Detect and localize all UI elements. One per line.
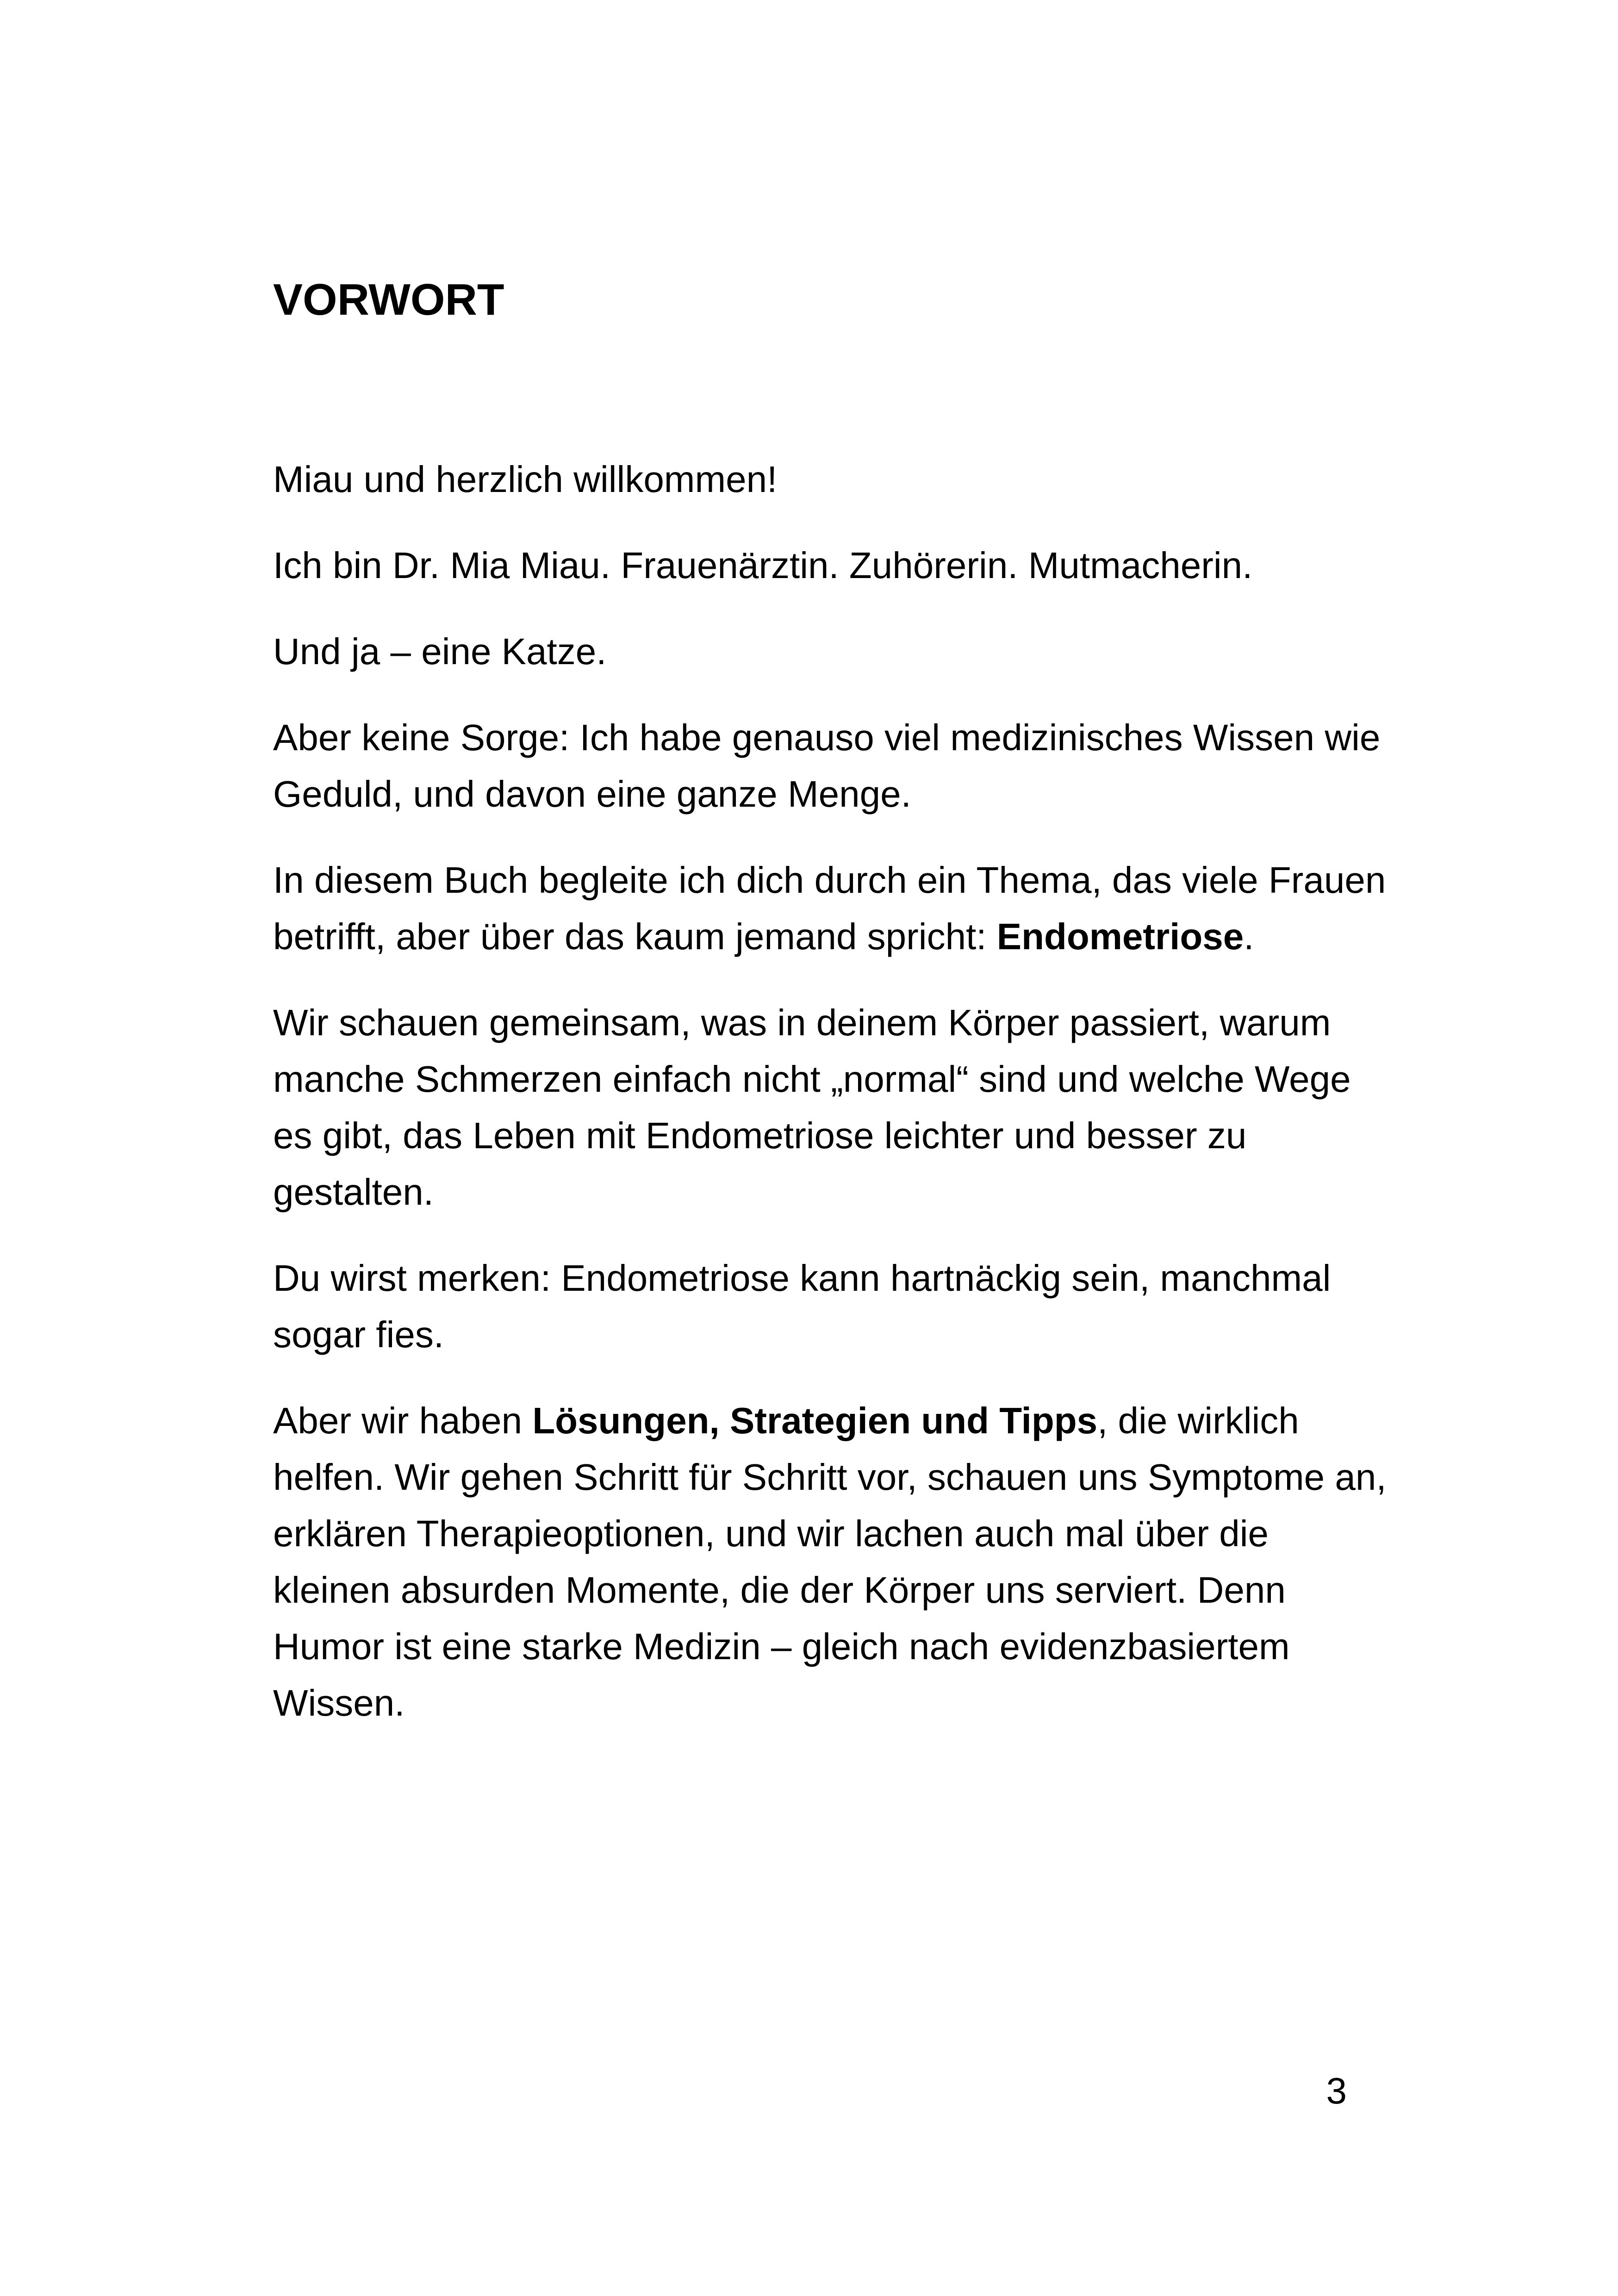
paragraph-solutions: [273, 1393, 1393, 1731]
solutions-keyword: Lösungen, Strategien und Tipps: [532, 1400, 1098, 1441]
paragraph-body-explanation: Wir schauen gemeinsam, was in deinem Körper passiert, warum manche Schmerzen einfach nicht „normal“ sind und welche Wege es gibt, das Leben mit Endometriose leichter und besser zu gestalten.: [273, 1002, 1351, 1213]
paragraph-solutions-end: , die wirklich helfen. Wir gehen Schritt für Schritt vor, schauen uns Symptome an, erklären Therapieoptionen, und wir lachen auch mal über die kleinen absurden Momente, die der Körper uns serviert. Denn Humor ist eine starke Medizin – gleich nach evidenzbasiertem Wissen.: [273, 1400, 1387, 1724]
page-number: 3: [1326, 2070, 1347, 2111]
paragraph-solutions-start: Aber wir haben: [273, 1400, 533, 1441]
topic-keyword: Endometriose: [996, 916, 1244, 957]
paragraph-knowledge: Aber keine Sorge: Ich habe genauso viel medizinisches Wissen wie Geduld, und davon eine ganze Menge.: [273, 717, 1381, 815]
paragraph-topic: [273, 852, 1393, 965]
paragraph-cat: Und ja – eine Katze.: [273, 631, 607, 672]
paragraph-topic-end: .: [1244, 916, 1254, 957]
page-title: VORWORT: [273, 275, 504, 324]
foreword-body: [273, 451, 1393, 1761]
paragraph-greeting: Miau und herzlich willkommen!: [273, 459, 778, 500]
paragraph-persistence: Du wirst merken: Endometriose kann hartnäckig sein, manchmal sogar fies.: [273, 1257, 1331, 1355]
paragraph-topic-text: In diesem Buch begleite ich dich durch ein Thema, das viele Frauen betrifft, aber über das kaum jemand spricht:: [273, 859, 1386, 957]
paragraph-introduction: Ich bin Dr. Mia Miau. Frauenärztin. Zuhörerin. Mutmacherin.: [273, 545, 1253, 586]
